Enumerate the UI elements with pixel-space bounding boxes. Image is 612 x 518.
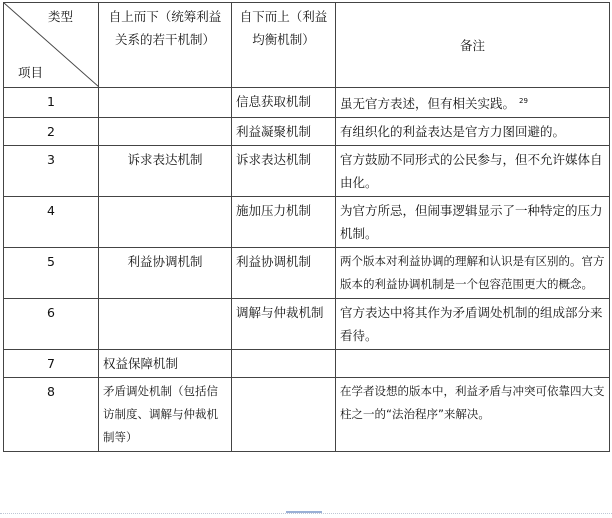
table-row	[4, 299, 610, 350]
note-cell	[336, 88, 610, 118]
row-number: 6	[4, 299, 99, 350]
note-cell: 为官方所忌，但闹事逻辑显示了一种特定的压力机制。	[336, 197, 610, 248]
corner-label-item: 项目	[18, 65, 44, 80]
bottom-up-cell: 利益协调机制	[232, 248, 336, 299]
row-number: 8	[4, 378, 99, 452]
header-bottom-up: 自下而上（利益均衡机制）	[232, 3, 336, 88]
table-row	[4, 197, 610, 248]
bottom-up-cell: 利益凝聚机制	[232, 118, 336, 146]
bottom-up-cell	[232, 350, 336, 378]
row-number: 2	[4, 118, 99, 146]
bottom-up-cell: 调解与仲裁机制	[232, 299, 336, 350]
note-cell: 在学者设想的版本中，利益矛盾与冲突可依靠四大支柱之一的“法治程序”来解决。	[336, 378, 610, 452]
header-note: 备注	[336, 3, 610, 88]
top-down-cell	[99, 299, 232, 350]
table-row	[4, 248, 610, 299]
bottom-up-cell	[232, 378, 336, 452]
top-down-cell: 诉求表达机制	[99, 146, 232, 197]
page-bottom-divider	[0, 513, 612, 515]
table-row	[4, 88, 610, 118]
top-down-cell: 利益协调机制	[99, 248, 232, 299]
note-cell: 官方表达中将其作为矛盾调处机制的组成部分来看待。	[336, 299, 610, 350]
mechanism-table	[3, 2, 610, 452]
note-text: 虽无官方表述，但有相关实践。	[340, 96, 516, 112]
row-number: 1	[4, 88, 99, 118]
row-number: 3	[4, 146, 99, 197]
top-down-cell	[99, 118, 232, 146]
header-top-down: 自上而下（统筹利益关系的若干机制）	[99, 3, 232, 88]
bottom-up-cell: 信息获取机制	[232, 88, 336, 118]
row-number: 5	[4, 248, 99, 299]
bottom-up-cell: 诉求表达机制	[232, 146, 336, 197]
table-row	[4, 378, 610, 452]
row-number: 7	[4, 350, 99, 378]
top-down-cell	[99, 88, 232, 118]
row-number: 4	[4, 197, 99, 248]
note-cell: 官方鼓励不同形式的公民参与，但不允许媒体自由化。	[336, 146, 610, 197]
table-row	[4, 350, 610, 378]
note-cell: 两个版本对利益协调的理解和认识是有区别的。官方版本的利益协调机制是一个包容范围更大的概念。	[336, 248, 610, 299]
bottom-up-cell: 施加压力机制	[232, 197, 336, 248]
corner-header-cell	[4, 3, 99, 88]
footnote-marker: 29	[519, 97, 528, 105]
top-down-cell	[99, 197, 232, 248]
corner-label-type: 类型	[48, 9, 74, 24]
table-row	[4, 146, 610, 197]
table-row	[4, 118, 610, 146]
page-marker	[286, 511, 322, 513]
note-cell	[336, 350, 610, 378]
top-down-cell: 权益保障机制	[99, 350, 232, 378]
note-cell: 有组织化的利益表达是官方力图回避的。	[336, 118, 610, 146]
top-down-cell: 矛盾调处机制（包括信访制度、调解与仲裁机制等）	[99, 378, 232, 452]
header-row	[4, 3, 610, 88]
